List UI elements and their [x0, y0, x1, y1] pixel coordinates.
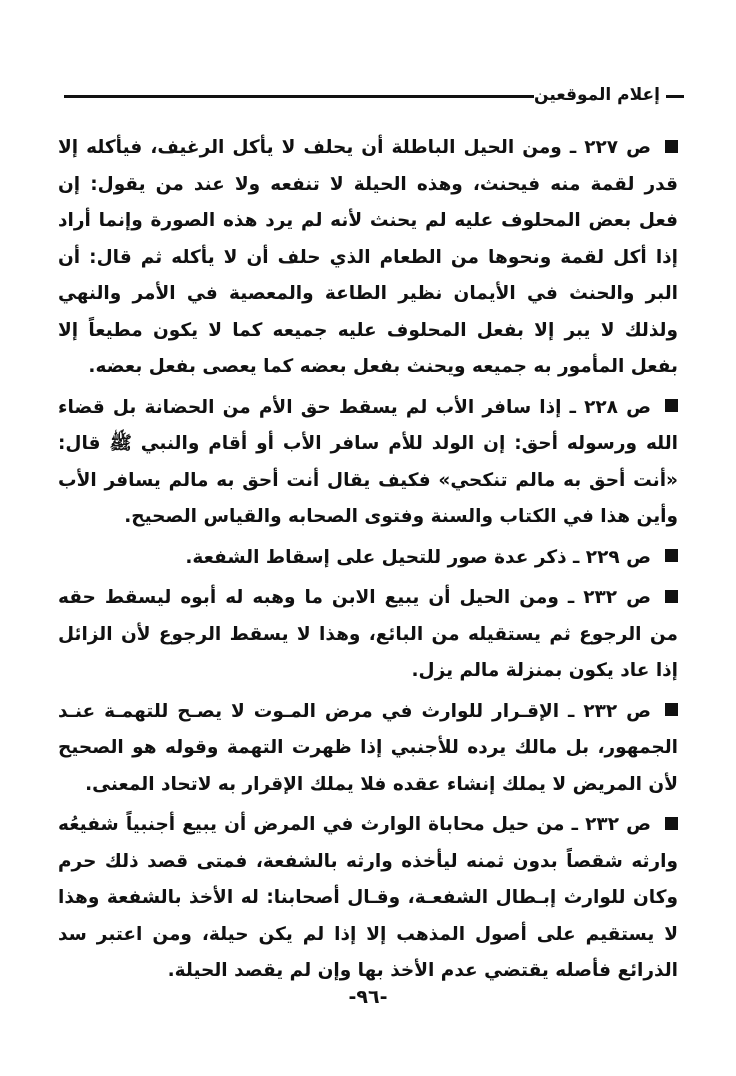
book-title: إعلام الموقعين — [528, 84, 660, 106]
entry-text: ص ٢٣٢ ـ من حيل محاباة الوارث في المرض أن يبيع أجنبياً شفيعُه وارثه شقصاً بدون ثمنه ليأخذه وارثه بالشفعة، فمتى قصد ذلك حرم وكان للوارث إبـطال الشفعـة، وقـال أصحابنا: له الأخذ بالشفعة وهذا لا يستقيم على أصول المذهب إلا إذا لم يكن حيلة، ومن اعتبر سد الذرائع فأصله يقتضي عدم الأخذ بها وإن لم يقصد الحيلة. — [58, 814, 678, 981]
square-bullet-icon — [665, 399, 678, 412]
square-bullet-icon — [665, 817, 678, 830]
square-bullet-icon — [665, 140, 678, 153]
index-entry — [58, 807, 678, 990]
square-bullet-icon — [665, 703, 678, 716]
index-entry — [58, 580, 678, 690]
running-header — [64, 84, 684, 108]
index-entry — [58, 540, 678, 577]
entry-text: ص ٢٣٢ ـ ومن الحيل أن يبيع الابن ما وهبه له أبوه ليسقط حقه من الرجوع ثم يستقيله من البائع، وهذا لا يسقط الرجوع لأن الزائل إذا عاد يكون بمنزلة مالم يزل. — [58, 587, 678, 681]
square-bullet-icon — [665, 549, 678, 562]
entry-text: ص ٢٢٨ ـ إذا سافر الأب لم يسقط حق الأم من الحضانة بل قضاء الله ورسوله أحق: إن الولد للأم سافر الأب أو أقام والنبي ﷺ قال: «أنت أحق به مالم تنكحي» فكيف يقال أنت أحق به مالم يسافر الأب وأين هذا في الكتاب والسنة وفتوى الصحابه والقياس الصحيح. — [58, 396, 678, 527]
index-entries — [58, 130, 678, 994]
index-entry — [58, 130, 678, 386]
entry-text: ص ٢٢٧ ـ ومن الحيل الباطلة أن يحلف لا يأكل الرغيف، فيأكله إلا قدر لقمة منه فيحنث، وهذه الحيلة لا تنفعه ولا عند من يقول: إن فعل بعض المحلوف عليه لم يحنث لأنه لم يرد هذه الصورة وإنما أراد إذا أكل لقمة ونحوها من الطعام الذي حلف أن لا يأكله ثم قال: أن البر والحنث في الأيمان نظير الطاعة والمعصية في الأمر والنهي ولذلك لا يبر إلا بفعل المحلوف عليه جميعه كما لا يكون مطيعاً إلا بفعل المأمور به جميعه ويحنث بفعل بعضه كما يعصى بفعل بعضه. — [58, 137, 678, 377]
index-entry — [58, 390, 678, 536]
page-number: -٩٦- — [348, 986, 388, 1008]
header-dash — [666, 95, 684, 98]
square-bullet-icon — [665, 590, 678, 603]
header-rule — [64, 95, 534, 98]
entry-text: ص ٢٢٩ ـ ذكر عدة صور للتحيل على إسقاط الشفعة. — [185, 546, 651, 568]
index-entry — [58, 694, 678, 804]
entry-text: ص ٢٣٢ ـ الإقـرار للوارث في مرض المـوت لا يصـح للتهمـة عنـد الجمهور، بل مالك يرده للأجنبي إذا ظهرت التهمة وقوله هو الصحيح لأن المريض لا يملك إنشاء عقده فلا يملك الإقرار به لاتحاد المعنى. — [58, 700, 678, 795]
